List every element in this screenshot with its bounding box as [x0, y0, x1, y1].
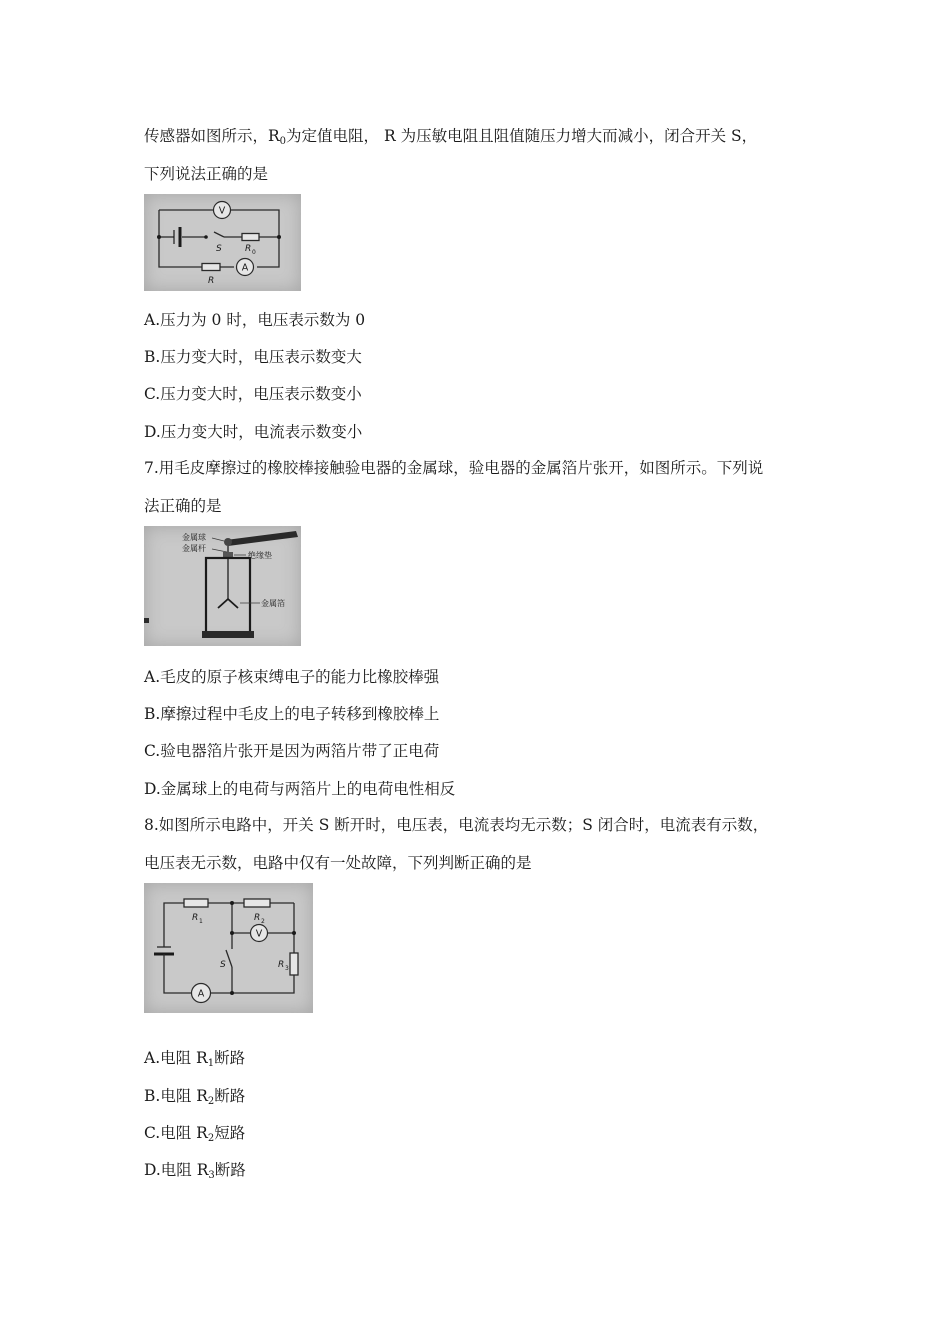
svg-text:R: R [278, 960, 285, 970]
q8-option-b: B.电阻 $R_2$断路 [144, 1087, 246, 1107]
q7-option-b: B.摩擦过程中毛皮上的电子转移到橡胶棒上 [144, 705, 440, 723]
q7-option-a: A.毛皮的原子核束缚电子的能力比橡胶棒强 [144, 668, 440, 686]
svg-text:2: 2 [261, 918, 265, 925]
q6-option-c: C.压力变大时，电压表示数变小 [144, 385, 362, 403]
q7-option-d: D.金属球上的电荷与两箔片上的电荷电性相反 [144, 780, 456, 798]
q7-option-c: C.验电器箔片张开是因为两箔片带了正电荷 [144, 742, 440, 760]
svg-text:R: R [208, 276, 215, 286]
q6-stem-line-1: 传感器如图所示，$R_0$为定值电阻， R 为压敏电阻且阻值随压力增大而减小，闭合开关 S， [144, 127, 758, 147]
svg-text:绝缘垫: 绝缘垫 [248, 551, 272, 560]
q8-stem-line-1: 8.如图所示电路中，开关 S 断开时，电压表，电流表均无示数；S 闭合时，电流表有示数， [144, 816, 769, 834]
q6-option-d: D.压力变大时，电流表示数变小 [144, 423, 363, 441]
svg-text:V: V [218, 205, 226, 217]
svg-text:R: R [192, 913, 199, 923]
svg-text:金属杆: 金属杆 [182, 544, 206, 553]
q8-option-a: A.电阻 $R_1$断路 [144, 1049, 246, 1069]
q7-stem-line-1: 7.用毛皮摩擦过的橡胶棒接触验电器的金属球，验电器的金属箔片张开，如图所示。下列说 [144, 459, 764, 477]
q6-stem-line-2: 下列说法正确的是 [144, 165, 269, 183]
svg-text:1: 1 [199, 918, 203, 925]
svg-text:金属箔: 金属箔 [261, 599, 285, 608]
svg-text:R: R [245, 244, 252, 254]
q8-stem-line-2: 电压表无示数，电路中仅有一处故障，下列判断正确的是 [144, 854, 532, 872]
q6-circuit-figure [144, 194, 301, 291]
q8-option-d: D.电阻 $R_3$断路 [144, 1161, 246, 1181]
svg-text:R: R [254, 913, 261, 923]
q8-circuit-figure [144, 883, 313, 1013]
svg-text:S: S [220, 960, 226, 970]
q8-option-c: C.电阻 $R_2$短路 [144, 1124, 246, 1144]
q7-stem-line-2: 法正确的是 [144, 497, 222, 515]
q7-electroscope-figure [144, 526, 301, 646]
q6-option-a: A.压力为 0 时，电压表示数为 0 [144, 311, 366, 329]
q6-option-b: B.压力变大时，电压表示数变大 [144, 348, 362, 366]
svg-text:3: 3 [285, 965, 289, 972]
svg-text:A: A [197, 988, 205, 1000]
svg-text:S: S [216, 244, 222, 254]
svg-text:0: 0 [252, 249, 256, 256]
svg-text:金属球: 金属球 [182, 533, 206, 542]
svg-text:V: V [255, 928, 263, 940]
svg-text:A: A [241, 262, 249, 274]
